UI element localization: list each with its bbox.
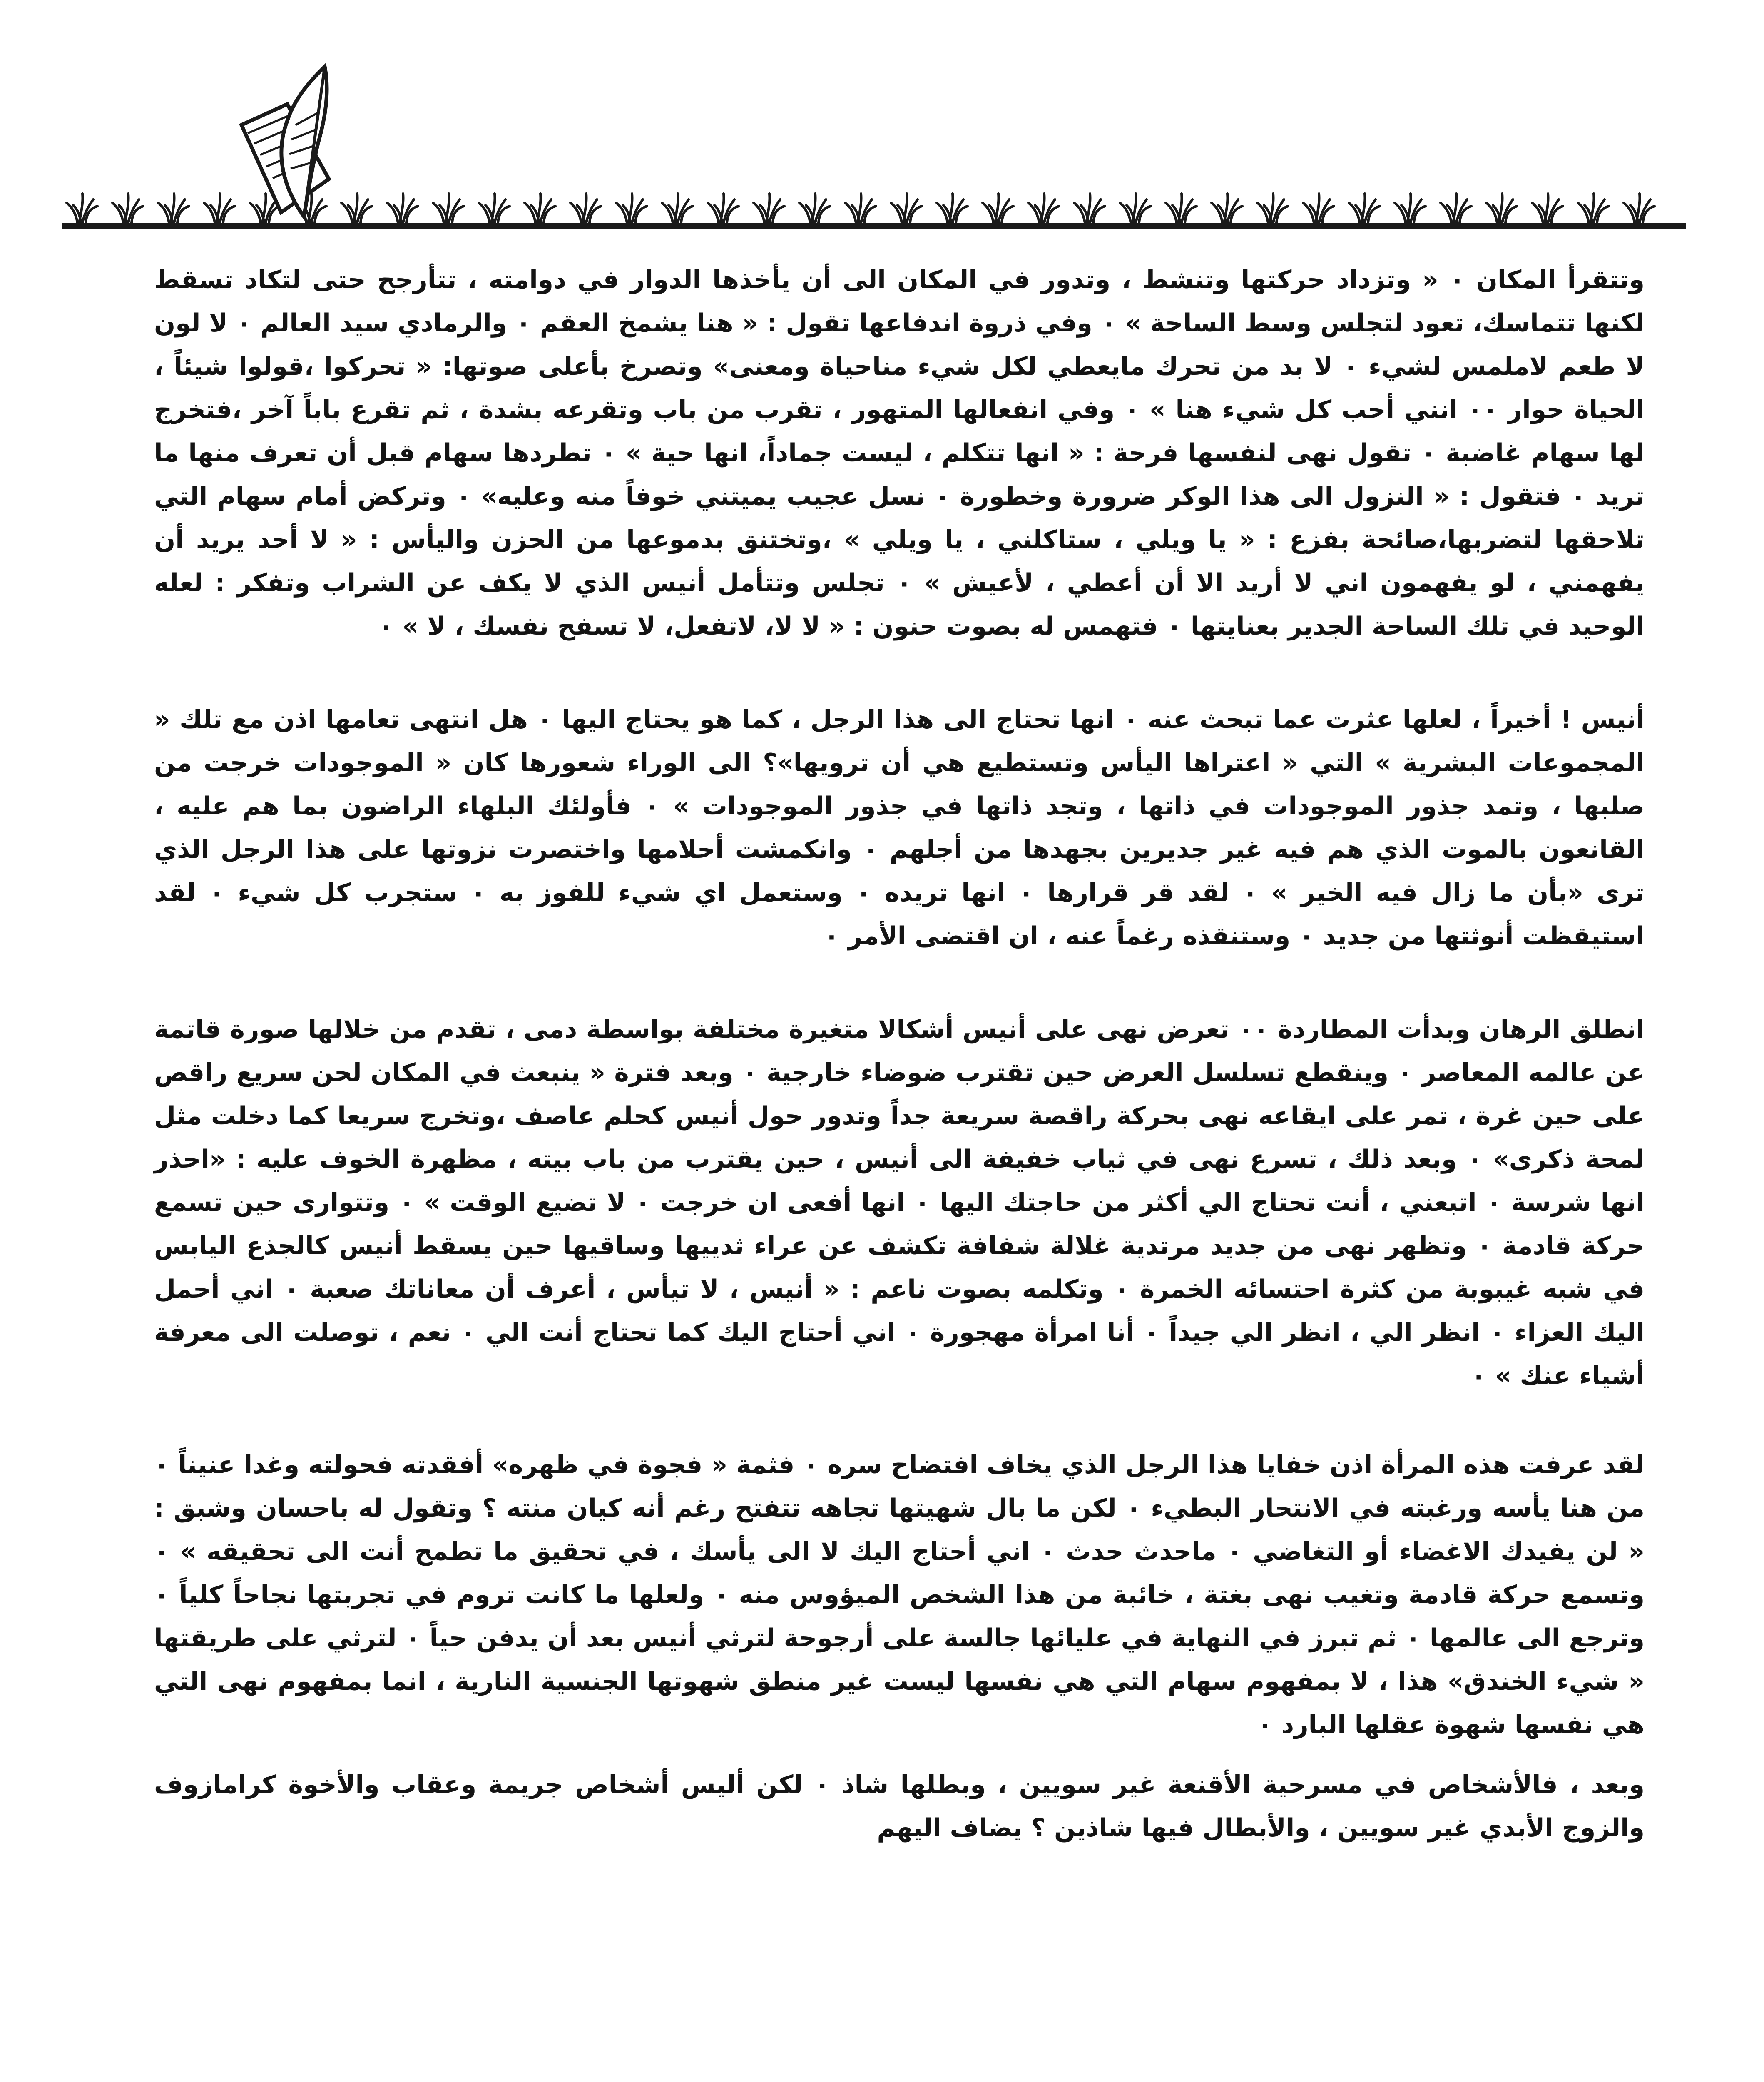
- paragraph-3: انطلق الرهان وبدأت المطاردة ٠٠ تعرض نهى على أنيس أشكالا متغيرة مختلفة بواسطة دمى ، تقدم من خلالها صورة قاتمة عن عالمه المعاصر ٠ وينقطع تسلسل العرض حين تقترب ضوضاء خارجية ٠ وبعد فترة « ينبعث في المكان لحن سريع راقص على حين غرة ، تمر على ايقاعه نهى بحركة راقصة سريعة جداً وتدور حول أنيس كحلم عاصف ،وتخرج سريعا كما دخلت مثل لمحة ذكرى» ٠ وبعد ذلك ، تسرع نهى في ثياب خفيفة الى أنيس ، حين يقترب من باب بيته ، مظهرة الخوف عليه : «احذر انها شرسة ٠ اتبعني ، أنت تحتاج الي أكثر من حاجتك اليها ٠ انها أفعى ان خرجت ٠ لا تضيع الوقت » ٠ وتتوارى حين تسمع حركة قادمة ٠ وتظهر نهى من جديد مرتدية غلالة شفافة تكشف عن عراء ثدييها وساقيها حين يسقط أنيس كالجذع اليابس في شبه غيبوبة من كثرة احتسائه الخمرة ٠ وتكلمه بصوت ناعم : « أنيس ، لا تيأس ، أعرف أن معاناتك صعبة ٠ اني أحمل اليك العزاء ٠ انظر الي ، انظر الي جيداً ٠ أنا امرأة مهجورة ٠ اني أحتاج اليك كما تحتاج أنت الي ٠ نعم ، توصلت الى معرفة أشياء عنك » ٠: [154, 1015, 1645, 1390]
- quill-and-paper-icon: [241, 67, 329, 217]
- paragraph-1: وتتقرأ المكان ٠ « وتزداد حركتها وتنشط ، وتدور في المكان الى أن يأخذها الدوار في دوامته ، تتأرجح حتى لتكاد تسقط لكنها تتماسك، تعود لتجلس وسط الساحة » ٠ وفي ذروة اندفاعها تقول : « هنا يشمخ العقم ٠ والرمادي سيد العالم ٠ لا لون لا طعم لاملمس لشيء ٠ لا بد من تحرك مايعطي لكل شيء مناحياة ومعنى» وتصرخ بأعلى صوتها: « تحركوا ،قولوا شيئاً ، الحياة حوار ٠٠ انني أحب كل شيء هنا » ٠ وفي انفعالها المتهور ، تقرب من باب وتقرعه بشدة ، ثم تقرع باباً آخر ،فتخرج لها سهام غاضبة ٠ تقول نهى لنفسها فرحة : « انها تتكلم ، ليست جماداً، انها حية » ٠ تطردها سهام قبل أن تعرف منها ما تريد ٠ فتقول : « النزول الى هذا الوكر ضرورة وخطورة ٠ نسل عجيب يميتني خوفاً منه وعليه» ٠ وتركض أمام سهام التي تلاحقها لتضربها،صائحة بفزع : « يا ويلي ، ستاكلني ، يا ويلي » ،وتختنق بدموعها من الحزن واليأس : « لا أحد يريد أن يفهمني ، لو يفهمون اني لا أريد الا أن أعطي ، لأعيش » ٠ تجلس وتتأمل أنيس الذي لا يكف عن الشراب وتفكر : لعله الوحيد في تلك الساحة الجدير بعنايتها ٠ فتهمس له بصوت حنون : « لا لا، لاتفعل، لا تسفح نفسك ، لا » ٠: [154, 265, 1645, 641]
- paragraph-4: لقد عرفت هذه المرأة اذن خفايا هذا الرجل الذي يخاف افتضاح سره ٠ فثمة « فجوة في ظهره» أفقدته فحولته وغدا عنيناً ٠ من هنا يأسه ورغبته في الانتحار البطيء ٠ لكن ما بال شهيتها تجاهه تتفتح رغم أنه كيان منته ؟ وتقول له باحسان وشبق : « لن يفيدك الاغضاء أو التغاضي ٠ ماحدث حدث ٠ اني أحتاج اليك لا الى يأسك ، في تحقيق ما تطمح أنت الى تحقيقه » ٠ وتسمع حركة قادمة وتغيب نهى بغتة ، خائبة من هذا الشخص الميؤوس منه ٠ ولعلها ما كانت تروم في تجربتها نجاحاً كلياً ٠ وترجع الى عالمها ٠ ثم تبرز في النهاية في عليائها جالسة على أرجوحة لترثي أنيس بعد أن يدفن حياً ٠ لترثي على طريقتها « شيء الخندق» هذا ، لا بمفهوم سهام التي هي نفسها ليست غير منطق شهوتها الجنسية النارية ، انما بمفهوم نهى التي هي نفسها شهوة عقلها البارد ٠: [154, 1450, 1645, 1739]
- paragraph-5: وبعد ، فالأشخاص في مسرحية الأقنعة غير سويين ، وبطلها شاذ ٠ لكن أليس أشخاص جريمة وعقاب والأخوة كرامازوف والزوج الأبدي غير سويين ، والأبطال فيها شاذين ؟ يضاف اليهم: [154, 1770, 1645, 1843]
- page-body: [154, 258, 1645, 1850]
- paragraph-2: أنيس ! أخيراً ، لعلها عثرت عما تبحث عنه ٠ انها تحتاج الى هذا الرجل ، كما هو يحتاج اليها ٠ هل انتهى تعامها اذن مع تلك « المجموعات البشرية » التي « اعتراها اليأس وتستطيع هي أن ترويها»؟ الى الوراء شعورها كان « الموجودات خرجت من صلبها ، وتمد جذور الموجودات في ذاتها ، وتجد ذاتها في جذور الموجودات » ٠ فأولئك البلهاء الراضون بما هم عليه ، القانعون بالموت الذي هم فيه غير جديرين بجهدها من أجلهم ٠ وانكمشت أحلامها واختصرت نزوتها على هذا الرجل الذي ترى «بأن ما زال فيه الخير » ٠ لقد قر قرارها ٠ انها تريده ٠ وستعمل اي شيء للفوز به ٠ ستجرب كل شيء ٠ لقد استيقظت أنوثتها من جديد ٠ وستنقذه رغماً عنه ، ان اقتضى الأمر ٠: [154, 705, 1645, 951]
- header-grass-ornament: [62, 62, 1686, 237]
